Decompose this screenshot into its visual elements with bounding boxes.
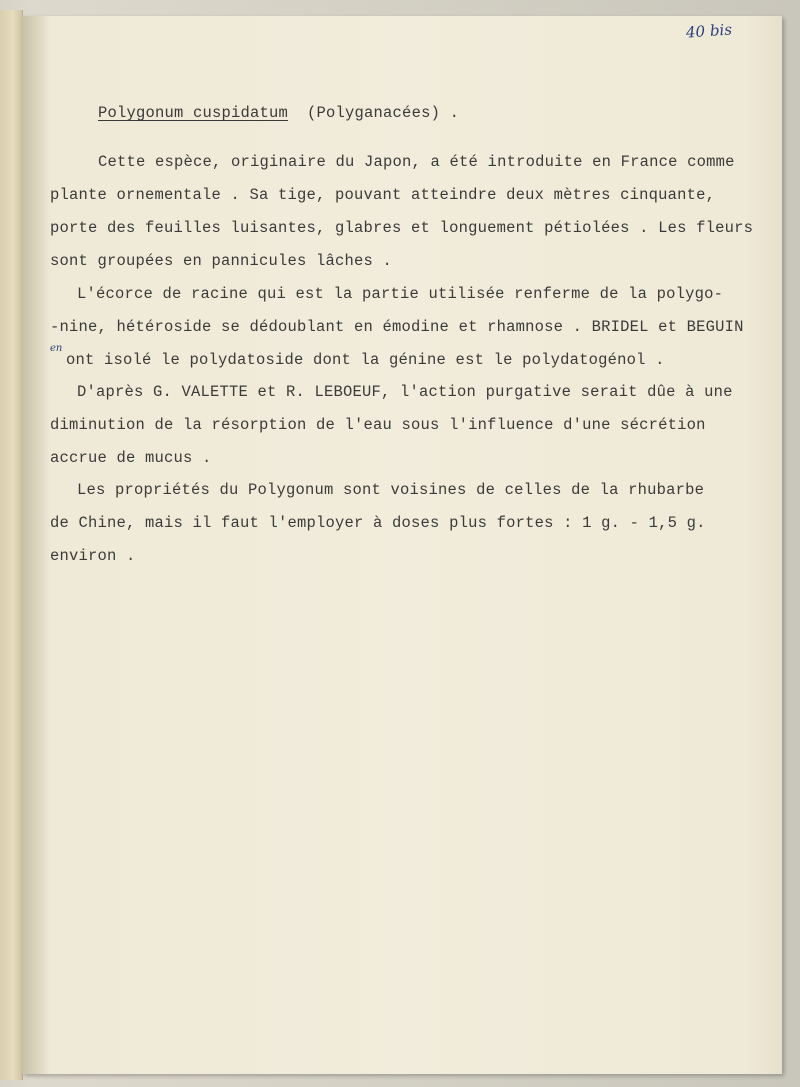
section-heading (98, 104, 459, 122)
text-line: diminution de la résorption de l'eau sous l'influence d'une sécrétion (50, 416, 706, 434)
text-line: D'après G. VALETTE et R. LEBOEUF, l'action purgative serait dûe à une (77, 383, 733, 401)
typed-page (22, 16, 782, 1074)
facing-page-edge (0, 10, 23, 1080)
text-line: accrue de mucus . (50, 449, 212, 467)
text-line: de Chine, mais il faut l'employer à doses plus fortes : 1 g. - 1,5 g. (50, 514, 706, 532)
plant-family: (Polyganacées) . (307, 104, 460, 122)
text-line: L'écorce de racine qui est la partie utilisée renferme de la polygo- (77, 285, 724, 303)
folio-number: 40 bis (685, 20, 733, 42)
text-line: sont groupées en pannicules lâches . (50, 252, 393, 270)
text-line: Les propriétés du Polygonum sont voisines de celles de la rhubarbe (77, 481, 705, 499)
species-name: Polygonum cuspidatum (98, 104, 289, 122)
margin-annotation: en (50, 343, 63, 354)
text-line: porte des feuilles luisantes, glabres et longuement pétiolées . Les fleurs (50, 219, 754, 237)
text-line: -nine, hétéroside se dédoublant en émodine et rhamnose . BRIDEL et BEGUIN (50, 318, 744, 336)
text-line: environ . (50, 547, 136, 565)
text-line: plante ornementale . Sa tige, pouvant atteindre deux mètres cinquante, (50, 186, 716, 204)
text-line: Cette espèce, originaire du Japon, a été introduite en France comme (98, 153, 735, 171)
text-line: ont isolé le polydatoside dont la génine est le polydatogénol . (66, 351, 665, 369)
